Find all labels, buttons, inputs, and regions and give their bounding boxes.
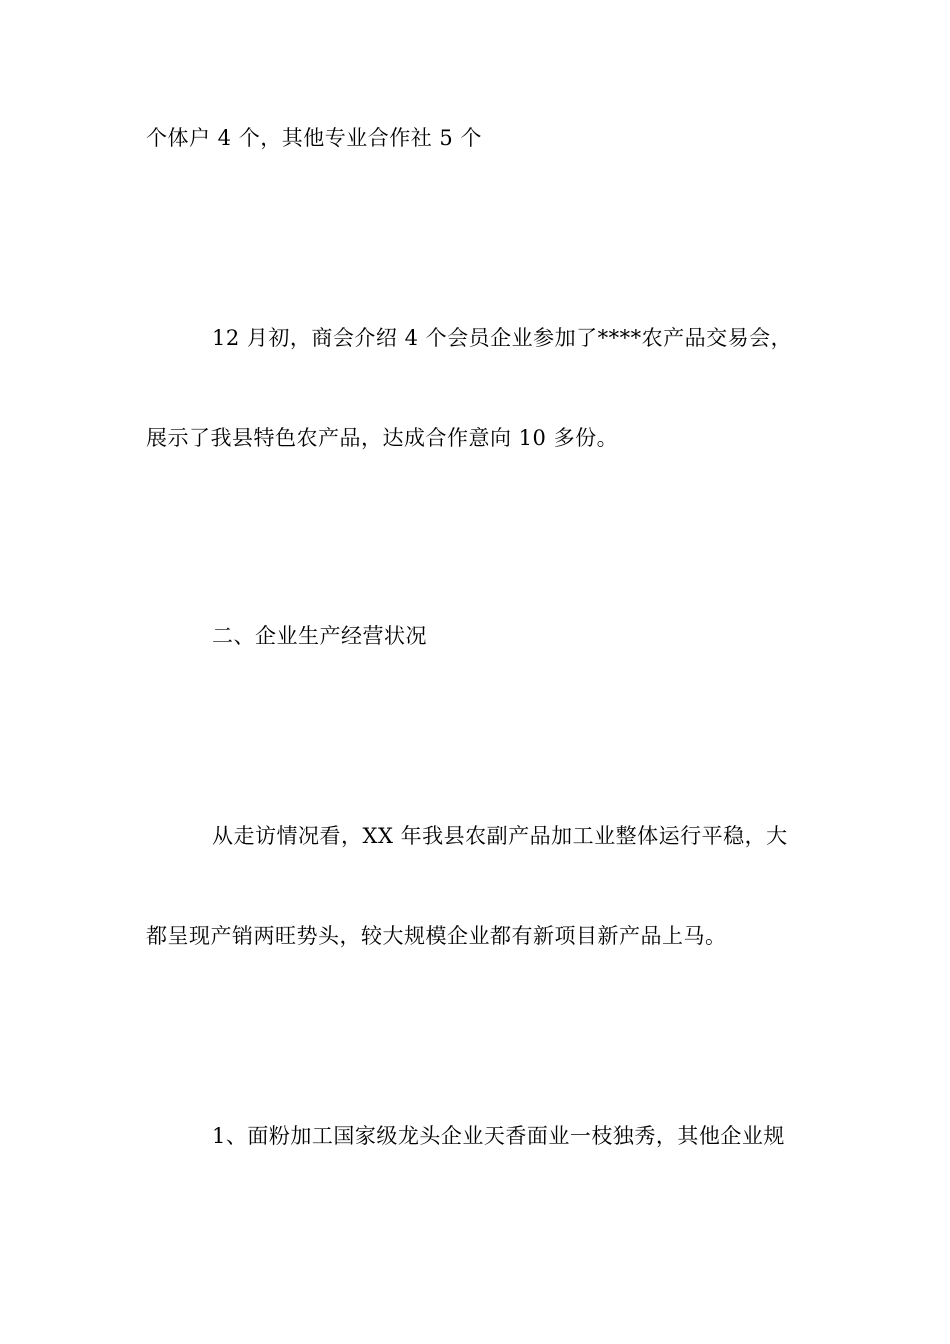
section-heading: 二、企业生产经营状况 (212, 624, 427, 648)
text-line-7: 1、面粉加工国家级龙头企业天香面业一枝独秀，其他企业规 (212, 1124, 785, 1148)
text-line-5: 从走访情况看，XX 年我县农副产品加工业整体运行平稳，大 (212, 824, 788, 848)
text-line-6: 都呈现产销两旺势头，较大规模企业都有新项目新产品上马。 (146, 924, 727, 948)
text-line-2: 12 月初，商会介绍 4 个会员企业参加了****农产品交易会， (212, 326, 793, 350)
text-line-1: 个体户 4 个，其他专业合作社 5 个 (146, 126, 482, 150)
text-line-3: 展示了我县特色农产品，达成合作意向 10 多份。 (146, 426, 619, 450)
